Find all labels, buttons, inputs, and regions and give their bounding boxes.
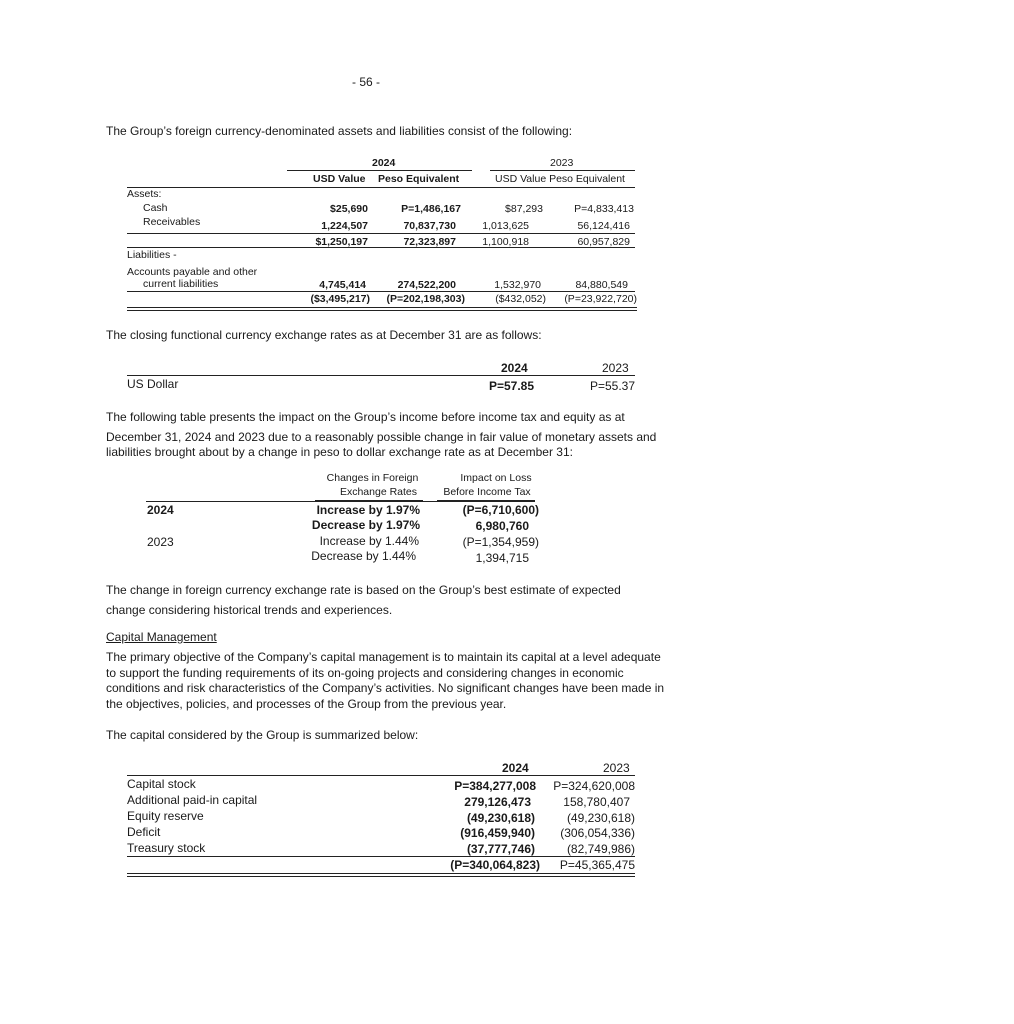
rates-year-2024: 2024 xyxy=(501,361,528,375)
fx-receivables-label: Receivables xyxy=(143,216,201,228)
sens-head-impact-2: Before Income Tax xyxy=(443,486,531,498)
sens-head-change-2: Exchange Rates xyxy=(339,486,418,498)
capital-row-2024: (916,459,940) xyxy=(460,826,535,840)
fx-assets-total-usd-2024: $1,250,197 xyxy=(315,236,368,248)
capital-row-label: Additional paid-in capital xyxy=(127,793,258,807)
fx-receivables-peso-2023: 56,124,416 xyxy=(577,220,630,232)
capital-row-label: Treasury stock xyxy=(127,841,206,855)
fx-cash-peso-2023: P=4,833,413 xyxy=(574,203,634,215)
fx-receivables-usd-2024: 1,224,507 xyxy=(321,220,368,232)
sens-2024-increase: Increase by 1.97% xyxy=(316,503,420,517)
fx-assets-label: Assets: xyxy=(127,188,162,200)
capital-intro-text: The capital considered by the Group is summarized below: xyxy=(106,728,419,742)
sens-2023-decrease: Decrease by 1.44% xyxy=(311,549,416,563)
sensitivity-text-line-2: December 31, 2024 and 2023 due to a reasonably possible change in fair value of monetary assets and xyxy=(106,430,657,444)
capital-row-2023: (82,749,986) xyxy=(566,842,635,856)
fx-liabilities-label: Liabilities - xyxy=(127,249,177,261)
fx-ap-label-1: Accounts payable and other xyxy=(127,266,258,278)
fx-net-usd-2023: ($432,052) xyxy=(495,293,546,305)
fx-net-usd-2024: ($3,495,217) xyxy=(310,293,370,305)
fx-cash-peso-2024: P=1,486,167 xyxy=(401,203,461,215)
fx-col-usd: USD Value xyxy=(313,173,366,185)
capital-year-2023: 2023 xyxy=(603,761,630,775)
capital-row-2024: (49,230,618) xyxy=(466,811,535,825)
capital-management-paragraph: The primary objective of the Company’s capital management is to maintain its capital at a level adequate to support the funding requirements of its on-going projects and considering changes in economic conditions and risk characteristics of the Company’s activities. No significant changes have been made in the objectives, policies, and processes of the Group from the previous year. xyxy=(106,650,665,711)
sens-2023-increase: Increase by 1.44% xyxy=(319,534,419,548)
capital-row-2023: 158,780,407 xyxy=(563,795,630,809)
sens-year-2023: 2023 xyxy=(147,535,174,549)
capital-row-label: Equity reserve xyxy=(127,809,204,823)
fx-net-peso-2024: (P=202,198,303) xyxy=(386,293,465,305)
rates-intro-text: The closing functional currency exchange rates as at December 31 are as follows: xyxy=(106,328,542,342)
estimate-text-line-1: The change in foreign currency exchange rate is based on the Group’s best estimate of expected xyxy=(106,583,621,597)
capital-row-label: Capital stock xyxy=(127,777,196,791)
rates-value-2023: P=55.37 xyxy=(589,379,635,393)
sens-head-change-1: Changes in Foreign xyxy=(326,472,419,484)
sens-head-impact-1: Impact on Loss xyxy=(460,472,532,484)
capital-year-2024: 2024 xyxy=(502,761,529,775)
fx-cash-label: Cash xyxy=(143,202,168,214)
fx-assets-total-peso-2024: 72,323,897 xyxy=(403,236,456,248)
estimate-text-line-2: change considering historical trends and experiences. xyxy=(106,603,393,617)
capital-total-2024: (P=340,064,823) xyxy=(450,858,540,872)
sens-2023-increase-impact: (P=1,354,959) xyxy=(462,535,539,549)
sens-year-2024: 2024 xyxy=(147,503,174,517)
fx-intro-text: The Group’s foreign currency-denominated assets and liabilities consist of the following: xyxy=(106,124,573,138)
capital-row-2023: P=324,620,008 xyxy=(553,779,635,793)
fx-cash-usd-2023: $87,293 xyxy=(505,203,543,215)
sens-2023-decrease-impact: 1,394,715 xyxy=(475,551,529,565)
page-number: - 56 - xyxy=(352,75,381,89)
rates-us-dollar-label: US Dollar xyxy=(127,377,179,391)
fx-receivables-peso-2024: 70,837,730 xyxy=(403,220,456,232)
capital-total-2023: P=45,365,475 xyxy=(559,858,635,872)
fx-ap-peso-2024: 274,522,200 xyxy=(397,279,456,291)
capital-management-heading: Capital Management xyxy=(106,630,217,644)
fx-year-2023: 2023 xyxy=(550,157,574,169)
sens-2024-increase-impact: (P=6,710,600) xyxy=(462,503,539,517)
sensitivity-text-line-3: liabilities brought about by a change in peso to dollar exchange rate as at December 31: xyxy=(106,445,573,459)
rates-value-2024: P=57.85 xyxy=(488,379,534,393)
fx-col-peso: Peso Equivalent xyxy=(378,173,460,185)
capital-row-2024: (37,777,746) xyxy=(466,842,535,856)
capital-row-2023: (306,054,336) xyxy=(560,826,635,840)
sens-2024-decrease: Decrease by 1.97% xyxy=(311,518,420,532)
fx-net-peso-2023: (P=23,922,720) xyxy=(564,293,637,305)
rates-year-2023: 2023 xyxy=(602,361,629,375)
fx-assets-total-peso-2023: 60,957,829 xyxy=(577,236,630,248)
fx-assets-total-usd-2023: 1,100,918 xyxy=(482,236,529,248)
fx-year-2024: 2024 xyxy=(372,157,396,169)
fx-ap-peso-2023: 84,880,549 xyxy=(575,279,628,291)
capital-row-2023: (49,230,618) xyxy=(566,811,635,825)
fx-cash-usd-2024: $25,690 xyxy=(330,203,368,215)
sensitivity-text-line-1: The following table presents the impact on the Group’s income before income tax and equity as at xyxy=(106,410,625,424)
capital-row-2024: P=384,277,008 xyxy=(454,779,536,793)
capital-row-2024: 279,126,473 xyxy=(464,795,531,809)
fx-ap-usd-2024: 4,745,414 xyxy=(319,279,366,291)
capital-row-label: Deficit xyxy=(127,825,161,839)
sens-2024-decrease-impact: 6,980,760 xyxy=(475,519,529,533)
fx-col-2023: USD Value Peso Equivalent xyxy=(495,173,625,185)
fx-ap-usd-2023: 1,532,970 xyxy=(494,279,541,291)
fx-receivables-usd-2023: 1,013,625 xyxy=(482,220,529,232)
fx-ap-label-2: current liabilities xyxy=(143,278,219,290)
